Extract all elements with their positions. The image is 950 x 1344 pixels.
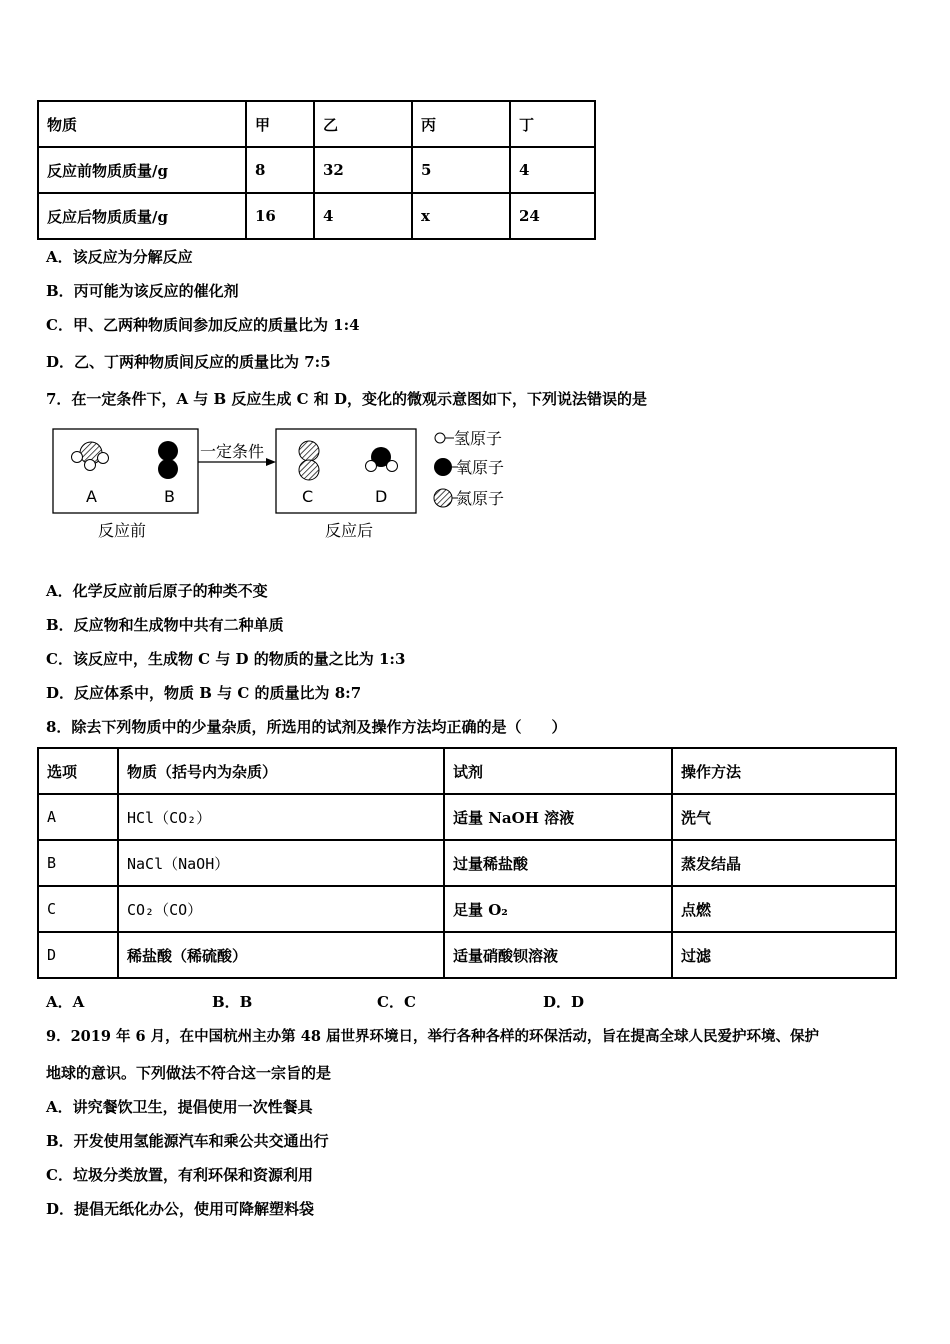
hydrogen-atom-icon (98, 453, 109, 464)
table-cell: HCl（CO₂） (118, 794, 444, 840)
nitrogen-legend-icon (434, 489, 452, 507)
oxygen-atom-icon (158, 441, 178, 461)
table-cell: 5 (412, 147, 510, 193)
table-cell: 8 (246, 147, 314, 193)
table-cell: 足量 O₂ (444, 886, 672, 932)
table-cell: 洗气 (672, 794, 896, 840)
q9-option-a: A．讲究餐饮卫生，提倡使用一次性餐具 (46, 1098, 313, 1116)
q9-option-d: D．提倡无纸化办公，使用可降解塑料袋 (46, 1200, 315, 1218)
q8-option-d: D．D (543, 993, 585, 1011)
q8-option-a: A．A (46, 993, 85, 1011)
table-row (38, 147, 595, 193)
legend-nitrogen: 氮原子 (456, 489, 505, 508)
q7-option-c: C．该反应中，生成物 C 与 D 的物质的量之比为 1:3 (46, 650, 406, 668)
hydrogen-atom-icon (387, 461, 398, 472)
impurity-table (37, 747, 897, 979)
before-caption: 反应前 (98, 521, 147, 540)
table-cell: 甲 (246, 101, 314, 147)
q7-option-b: B．反应物和生成物中共有二种单质 (46, 616, 284, 634)
hydrogen-legend-icon (435, 433, 445, 443)
table-row (38, 886, 896, 932)
table-row (38, 748, 896, 794)
table-cell: 选项 (38, 748, 118, 794)
table-cell: 反应后物质质量/g (38, 193, 246, 239)
oxygen-legend-icon (434, 458, 452, 476)
table-cell: 反应前物质质量/g (38, 147, 246, 193)
q8-option-b: B．B (212, 993, 253, 1011)
table-cell: A (38, 794, 118, 840)
q7-stem: 7．在一定条件下，A 与 B 反应生成 C 和 D，变化的微观示意图如下，下列说法错误的是 (46, 390, 648, 408)
legend-hydrogen: 氢原子 (454, 429, 503, 448)
table-cell: CO₂（CO） (118, 886, 444, 932)
q6-option-b: B．丙可能为该反应的催化剂 (46, 282, 239, 300)
q9-stem-line2: 地球的意识。下列做法不符合这一宗旨的是 (46, 1064, 332, 1082)
hydrogen-atom-icon (366, 461, 377, 472)
q9-stem-line1: 9．2019 年 6 月，在中国杭州主办第 48 届世界环境日，举行各种各样的环保活动，旨在提高全球人民爱护环境、保护 (46, 1028, 819, 1045)
table-cell: 丙 (412, 101, 510, 147)
q7-option-d: D．反应体系中，物质 B 与 C 的质量比为 8:7 (46, 684, 362, 702)
table-row (38, 794, 896, 840)
q8-option-c: C．C (377, 993, 416, 1011)
reaction-diagram (40, 420, 560, 550)
table-cell: 32 (314, 147, 412, 193)
table-cell: 过滤 (672, 932, 896, 978)
table-cell: 4 (314, 193, 412, 239)
q9-option-c: C．垃圾分类放置，有利环保和资源利用 (46, 1166, 313, 1184)
table-cell: 点燃 (672, 886, 896, 932)
q7-option-a: A．化学反应前后原子的种类不变 (46, 582, 268, 600)
label-a: A (86, 487, 97, 506)
table-cell: D (38, 932, 118, 978)
table-cell: 适量硝酸钡溶液 (444, 932, 672, 978)
q9-option-b: B．开发使用氢能源汽车和乘公共交通出行 (46, 1132, 329, 1150)
label-d: D (375, 487, 388, 506)
table-cell: 适量 NaOH 溶液 (444, 794, 672, 840)
table-cell: 试剂 (444, 748, 672, 794)
table-row (38, 932, 896, 978)
hydrogen-atom-icon (85, 460, 96, 471)
nitrogen-atom-icon (299, 441, 319, 461)
mass-table (37, 100, 596, 240)
q6-option-a: A．该反应为分解反应 (46, 248, 193, 266)
table-cell: 24 (510, 193, 595, 239)
nitrogen-atom-icon (299, 460, 319, 480)
table-cell: x (412, 193, 510, 239)
table-cell: B (38, 840, 118, 886)
label-c: C (302, 487, 314, 506)
table-cell: 操作方法 (672, 748, 896, 794)
after-caption: 反应后 (325, 521, 374, 540)
table-cell: NaCl（NaOH） (118, 840, 444, 886)
table-cell: 物质（括号内为杂质） (118, 748, 444, 794)
oxygen-atom-icon (158, 459, 178, 479)
table-cell: 丁 (510, 101, 595, 147)
molecule-diagram-graphic (40, 420, 560, 550)
table-cell: 乙 (314, 101, 412, 147)
q6-option-d: D．乙、丁两种物质间反应的质量比为 7:5 (46, 353, 331, 371)
hydrogen-atom-icon (72, 452, 83, 463)
arrow-condition: 一定条件 (200, 442, 265, 461)
table-cell: 蒸发结晶 (672, 840, 896, 886)
table-row (38, 840, 896, 886)
q8-stem: 8．除去下列物质中的少量杂质，所选用的试剂及操作方法均正确的是（ ） (46, 718, 567, 736)
label-b: B (164, 487, 175, 506)
legend-oxygen: 氧原子 (456, 458, 505, 477)
arrow-head-icon (266, 458, 276, 466)
table-row (38, 193, 595, 239)
table-cell: C (38, 886, 118, 932)
table-cell: 稀盐酸（稀硫酸） (118, 932, 444, 978)
table-row (38, 101, 595, 147)
table-cell: 16 (246, 193, 314, 239)
q6-option-c: C．甲、乙两种物质间参加反应的质量比为 1:4 (46, 316, 360, 334)
table-cell: 过量稀盐酸 (444, 840, 672, 886)
table-cell: 物质 (38, 101, 246, 147)
table-cell: 4 (510, 147, 595, 193)
